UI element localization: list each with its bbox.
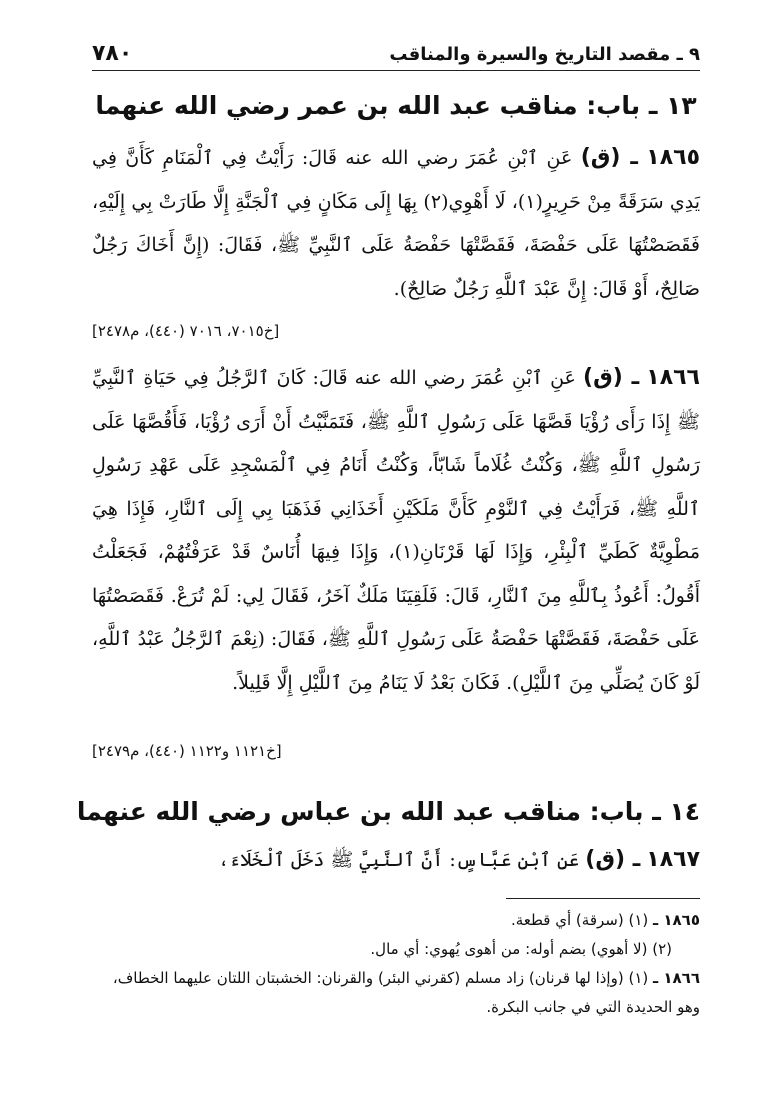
footnote-text: (١) (وإذا لها قرنان) زاد مسلم (كقرني البئر) والقرنان: الخشبتان اللتان عليهما الخطاف، وهو الحديدة التي في جانب البكرة. [112,969,700,1016]
hadith-1867-mark: (ق) [585,847,626,872]
footnote-1866-1 [92,964,700,1022]
hadith-1865-number: ١٨٦٥ [646,145,701,170]
hadith-1865-reference [92,316,700,346]
hadith-1865-body: عَنِ ٱبْنِ عُمَرَ رضي الله عنه قَالَ: رَأَيْتُ فِي ٱلْمَنَامِ كَأَنَّ فِي يَدِي سَرَقَةً مِنْ حَرِيرٍ(١)، لَا أَهْوِي(٢) بِهَا إِلَى مَكَانٍ فِي ٱلْجَنَّةِ إِلَّا طَارَتْ بِي إِلَيْهِ، فَقَصَصْتُهَا عَلَى حَفْصَةَ، فَقَصَّتْهَا حَفْصَةُ عَلَى ٱلنَّبِيِّ ﷺ، فَقَالَ: (إِنَّ أَخَاكَ رَجُلٌ صَالِحٌ، أَوْ قَالَ: إِنَّ عَبْدَ ٱللَّهِ رَجُلٌ صَالِحٌ). [92,147,701,300]
page-number: ٧٨٠ [92,41,133,66]
hadith-1865-mark: (ق) [580,145,621,170]
page-header [92,30,700,71]
chapter-14-title: ١٤ ـ باب: مناقب عبد الله بن عباس رضي الله عنهما [76,797,700,826]
footnote-number: ١٨٦٦ ـ [653,969,700,987]
hadith-1866-number: ١٨٦٦ [646,365,700,390]
hadith-1866-mark: (ق) [583,365,623,390]
hadith-1867-text: ١٨٦٧ ـ (ق) عَنِ ٱبْنِ عَبَّاسٍ: أَنَّ ٱلنَّبِيَّ ﷺ دَخَلَ ٱلْخَلَاءَ، [218,847,700,872]
hadith-1866-text: ١٨٦٦ ـ (ق) عَنِ ٱبْنِ عُمَرَ رضي الله عنه قَالَ: كَانَ ٱلرَّجُلُ فِي حَيَاةِ ٱلنَّبِيِّ ﷺ إِذَا رَأَى رُؤْيَا قَصَّهَا عَلَى رَسُولِ ٱللَّهِ ﷺ، فَتَمَنَّيْتُ أَنْ أَرَى رُؤْيَا، فَأَقُصَّهَا عَلَى رَسُولِ ٱللَّهِ ﷺ، وَكُنْتُ غُلَاماً شَابّاً، وَكُنْتُ أَنَامُ فِي ٱلْمَسْجِدِ عَلَى عَهْدِ رَسُولِ ٱللَّهِ ﷺ، فَرَأَيْتُ فِي ٱلنَّوْمِ كَأَنَّ مَلَكَيْنِ أَخَذَانِي فَذَهَبَا بِي إِلَى ٱلنَّارِ، فَإِذَا هِيَ مَطْوِيَّةٌ كَطَيِّ ٱلْبِئْرِ، وَإِذَا لَهَا قَرْنَانِ(١)، وَإِذَا فِيهَا أُنَاسٌ قَدْ عَرَفْتُهُمْ، فَجَعَلْتُ أَقُولُ: أَعُوذُ بِٱللَّهِ مِنَ ٱلنَّارِ، قَالَ: فَلَقِيَنَا مَلَكٌ آخَرُ، فَقَالَ لِي: لَمْ تُرَعْ. فَقَصَصْتُهَا عَلَى حَفْصَةَ، فَقَصَّتْهَا حَفْصَةُ عَلَى رَسُولِ ٱللَّهِ ﷺ، فَقَالَ: (نِعْمَ ٱلرَّجُلُ عَبْدُ ٱللَّهِ، لَوْ كَانَ يُصَلِّي مِنَ ٱللَّيْلِ). فَكَانَ بَعْدُ لَا يَنَامُ مِنَ ٱللَّيْلِ إِلَّا قَلِيلاً. [92,365,701,694]
footnote-text: (١) (سرقة) أي قطعة. [510,911,649,929]
hadith-1866 [92,356,700,705]
footnotes [92,906,700,1022]
chapter-13 [92,86,700,126]
footnote-number: ١٨٦٥ ـ [653,911,700,929]
hadith-1865-text: ١٨٦٥ ـ (ق) عَنِ ٱبْنِ عُمَرَ رضي الله عنه قَالَ: رَأَيْتُ فِي ٱلْمَنَامِ كَأَنَّ فِي يَدِي سَرَقَةً مِنْ حَرِيرٍ(١)، لَا أَهْوِي(٢) بِهَا إِلَى مَكَانٍ فِي ٱلْجَنَّةِ إِلَّا طَارَتْ بِي إِلَيْهِ، فَقَصَصْتُهَا عَلَى حَفْصَةَ، فَقَصَّتْهَا حَفْصَةُ عَلَى ٱلنَّبِيِّ ﷺ، فَقَالَ: (إِنَّ أَخَاكَ رَجُلٌ صَالِحٌ، أَوْ قَالَ: إِنَّ عَبْدَ ٱللَّهِ رَجُلٌ صَالِحٌ). [92,145,701,300]
hadith-1867-body: عَنِ ٱبْنِ عَبَّاسٍ: أَنَّ ٱلنَّبِيَّ ﷺ دَخَلَ ٱلْخَلَاءَ، [218,849,580,871]
footnote-1865-2 [92,935,700,964]
footnote-text: (٢) (لا أهوي) بضم أوله: من أهوى يُهوي: أي مال. [370,940,672,958]
running-title: ٩ ـ مقصد التاريخ والسيرة والمناقب [389,44,700,65]
footnote-divider [506,898,700,899]
hadith-1867 [92,838,700,883]
hadith-1865 [92,136,700,311]
chapter-13-title: ١٣ ـ باب: مناقب عبد الله بن عمر رضي الله عنهما [95,91,697,120]
hadith-1865-ref: [خ٧٠١٥، ٧٠١٦ (٤٤٠)، م٢٤٧٨] [92,322,280,340]
chapter-14 [76,792,700,832]
hadith-1866-reference [92,736,700,766]
hadith-1866-body: عَنِ ٱبْنِ عُمَرَ رضي الله عنه قَالَ: كَانَ ٱلرَّجُلُ فِي حَيَاةِ ٱلنَّبِيِّ ﷺ إِذَا رَأَى رُؤْيَا قَصَّهَا عَلَى رَسُولِ ٱللَّهِ ﷺ، فَتَمَنَّيْتُ أَنْ أَرَى رُؤْيَا، فَأَقُصَّهَا عَلَى رَسُولِ ٱللَّهِ ﷺ، وَكُنْتُ غُلَاماً شَابّاً، وَكُنْتُ أَنَامُ فِي ٱلْمَسْجِدِ عَلَى عَهْدِ رَسُولِ ٱللَّهِ ﷺ، فَرَأَيْتُ فِي ٱلنَّوْمِ كَأَنَّ مَلَكَيْنِ أَخَذَانِي فَذَهَبَا بِي إِلَى ٱلنَّارِ، فَإِذَا هِيَ مَطْوِيَّةٌ كَطَيِّ ٱلْبِئْرِ، وَإِذَا لَهَا قَرْنَانِ(١)، وَإِذَا فِيهَا أُنَاسٌ قَدْ عَرَفْتُهُمْ، فَجَعَلْتُ أَقُولُ: أَعُوذُ بِٱللَّهِ مِنَ ٱلنَّارِ، قَالَ: فَلَقِيَنَا مَلَكٌ آخَرُ، فَقَالَ لِي: لَمْ تُرَعْ. فَقَصَصْتُهَا عَلَى حَفْصَةَ، فَقَصَّتْهَا حَفْصَةُ عَلَى رَسُولِ ٱللَّهِ ﷺ، فَقَالَ: (نِعْمَ ٱلرَّجُلُ عَبْدُ ٱللَّهِ، لَوْ كَانَ يُصَلِّي مِنَ ٱللَّيْلِ). فَكَانَ بَعْدُ لَا يَنَامُ مِنَ ٱللَّيْلِ إِلَّا قَلِيلاً. [92,367,701,694]
hadith-1866-ref: [خ١١٢١ و١١٢٢ (٤٤٠)، م٢٤٧٩] [92,742,282,760]
hadith-1867-number: ١٨٦٧ [646,847,700,872]
footnote-1865-1 [92,906,700,935]
